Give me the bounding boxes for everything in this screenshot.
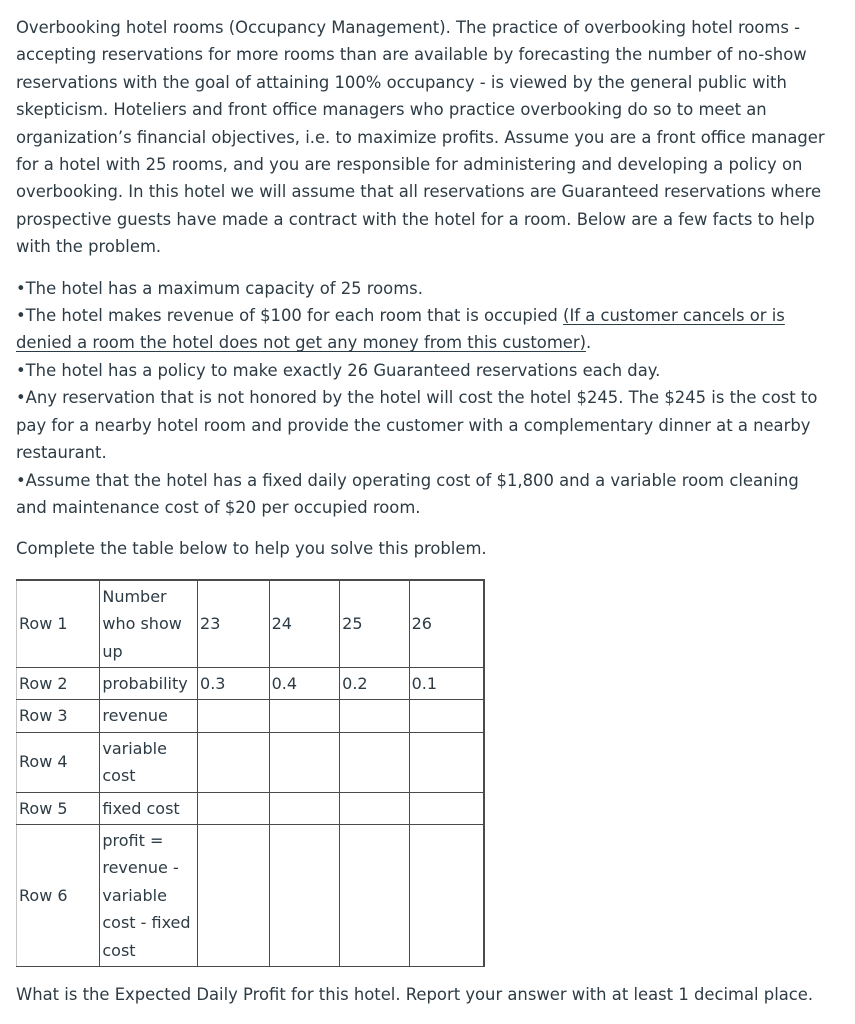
table-row [17,700,485,732]
table-row [17,667,485,699]
table-cell[interactable] [340,792,409,824]
table-cell[interactable]: 0.2 [340,667,409,699]
table-cell[interactable] [198,700,270,732]
row-description: probability [100,667,198,699]
table-cell[interactable]: 0.1 [409,667,484,699]
row-label: Row 4 [17,732,100,792]
row-description: variable cost [100,732,198,792]
fact-reservations: •The hotel has a policy to make exactly 26 Guaranteed reservations each day. [16,360,661,380]
fact-operating-cost: •Assume that the hotel has a fixed daily operating cost of $1,800 and a variable room cleaning and maintenance cost of $20 per occupied room. [16,470,799,517]
table-cell[interactable] [269,732,340,792]
table-cell[interactable] [198,824,270,966]
facts-list [16,275,828,522]
row-label: Row 5 [17,792,100,824]
table-row [17,580,485,668]
row-description: revenue [100,700,198,732]
table-cell[interactable] [340,824,409,966]
table-cell[interactable] [340,700,409,732]
table-cell[interactable] [409,824,484,966]
table-cell[interactable]: 23 [198,580,270,668]
problem-page [16,14,828,1008]
fact-not-honored: •Any reservation that is not honored by the hotel will cost the hotel $245. The $245 is the cost to pay for a nearby hotel room and provide the customer with a complementary dinner at a nearby restaurant. [16,388,818,463]
fact-revenue [16,302,828,357]
table-cell[interactable]: 25 [340,580,409,668]
fact-revenue-suffix: . [586,333,592,353]
row-description: profit = revenue - variable cost - fixed cost [100,824,198,966]
table-cell[interactable] [198,732,270,792]
problem-table [16,579,485,967]
row-label: Row 3 [17,700,100,732]
table-cell[interactable] [269,824,340,966]
fact-revenue-note: (If a customer cancels or is denied a room the hotel does not get any money from this customer) [16,306,785,353]
row-label: Row 6 [17,824,100,966]
table-cell[interactable]: 0.3 [198,667,270,699]
row-description: fixed cost [100,792,198,824]
table-cell[interactable] [409,732,484,792]
table-cell[interactable]: 0.4 [269,667,340,699]
table-row [17,824,485,966]
table-cell[interactable] [409,700,484,732]
intro-paragraph: Overbooking hotel rooms (Occupancy Management). The practice of overbooking hotel rooms - accepting reservations for more rooms than are available by forecasting the number of no-show reservations with the goal of attaining 100% occupancy - is viewed by the general public with skepticism. Hoteliers and front office managers who practice overbooking do so to meet an organization’s financial objectives, i.e. to maximize profits. Assume you are a front office manager for a hotel with 25 rooms, and you are responsible for administering and developing a policy on overbooking. In this hotel we will assume that all reservations are Guaranteed reservations where prospective guests have made a contract with the hotel for a room. Below are a few facts to help with the problem. [16,18,825,257]
table-cell[interactable] [340,732,409,792]
table-cell[interactable]: 24 [269,580,340,668]
table-cell[interactable]: 26 [409,580,484,668]
table-row [17,792,485,824]
table-cell[interactable] [198,792,270,824]
fact-capacity: •The hotel has a maximum capacity of 25 rooms. [16,278,423,298]
table-row [17,732,485,792]
row-label: Row 2 [17,667,100,699]
question-text: What is the Expected Daily Profit for this hotel. Report your answer with at least 1 decimal place. [16,985,814,1004]
table-instruction: Complete the table below to help you solve this problem. [16,539,487,559]
row-description: Number who show up [100,580,198,668]
table-cell[interactable] [269,700,340,732]
table-cell[interactable] [409,792,484,824]
fact-revenue-text: •The hotel makes revenue of $100 for each room that is occupied [16,306,564,326]
table-cell[interactable] [269,792,340,824]
row-label: Row 1 [17,580,100,668]
